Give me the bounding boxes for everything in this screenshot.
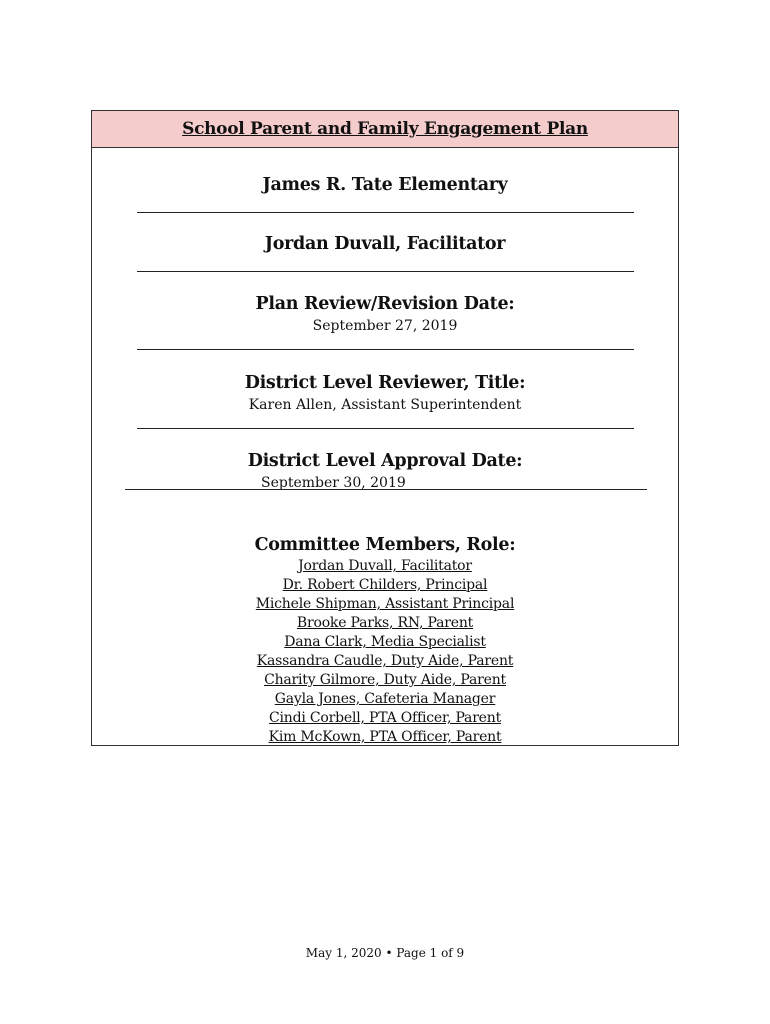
facilitator-section	[92, 234, 678, 254]
divider	[137, 212, 634, 213]
divider	[137, 349, 634, 350]
committee-member: Brooke Parks, RN, Parent	[296, 615, 474, 631]
committee-member: Kim McKown, PTA Officer, Parent	[268, 729, 502, 745]
committee-member: Kassandra Caudle, Duty Aide, Parent	[256, 653, 514, 669]
approval-section	[92, 451, 678, 471]
divider	[125, 489, 647, 490]
committee-member: Dana Clark, Media Specialist	[284, 634, 486, 650]
plan-cover-box	[91, 110, 679, 746]
reviewer-label: District Level Reviewer, Title:	[244, 373, 526, 393]
divider	[137, 428, 634, 429]
committee-member: Charity Gilmore, Duty Aide, Parent	[264, 672, 506, 688]
committee-label: Committee Members, Role:	[254, 535, 516, 555]
reviewer-name: Karen Allen, Assistant Superintendent	[248, 397, 522, 413]
approval-label: District Level Approval Date:	[247, 451, 523, 471]
divider	[137, 271, 634, 272]
school-name: James R. Tate Elementary	[262, 175, 508, 195]
committee-list	[92, 557, 678, 747]
committee-member: Dr. Robert Childers, Principal	[282, 577, 488, 593]
plan-title-banner	[92, 111, 678, 148]
page-footer: May 1, 2020 • Page 1 of 9	[305, 946, 465, 960]
committee-member: Gayla Jones, Cafeteria Manager	[274, 691, 496, 707]
review-section	[92, 294, 678, 334]
committee-member: Cindi Corbell, PTA Officer, Parent	[268, 710, 502, 726]
review-date: September 27, 2019	[312, 318, 458, 334]
committee-member: Michele Shipman, Assistant Principal	[255, 596, 515, 612]
committee-section	[92, 535, 678, 747]
approval-date: September 30, 2019	[261, 475, 406, 491]
reviewer-section	[92, 373, 678, 413]
school-section	[92, 175, 678, 195]
review-label: Plan Review/Revision Date:	[255, 294, 515, 314]
plan-title: School Parent and Family Engagement Plan	[182, 119, 588, 139]
facilitator-name: Jordan Duvall, Facilitator	[264, 234, 506, 254]
committee-member: Jordan Duvall, Facilitator	[298, 558, 472, 574]
